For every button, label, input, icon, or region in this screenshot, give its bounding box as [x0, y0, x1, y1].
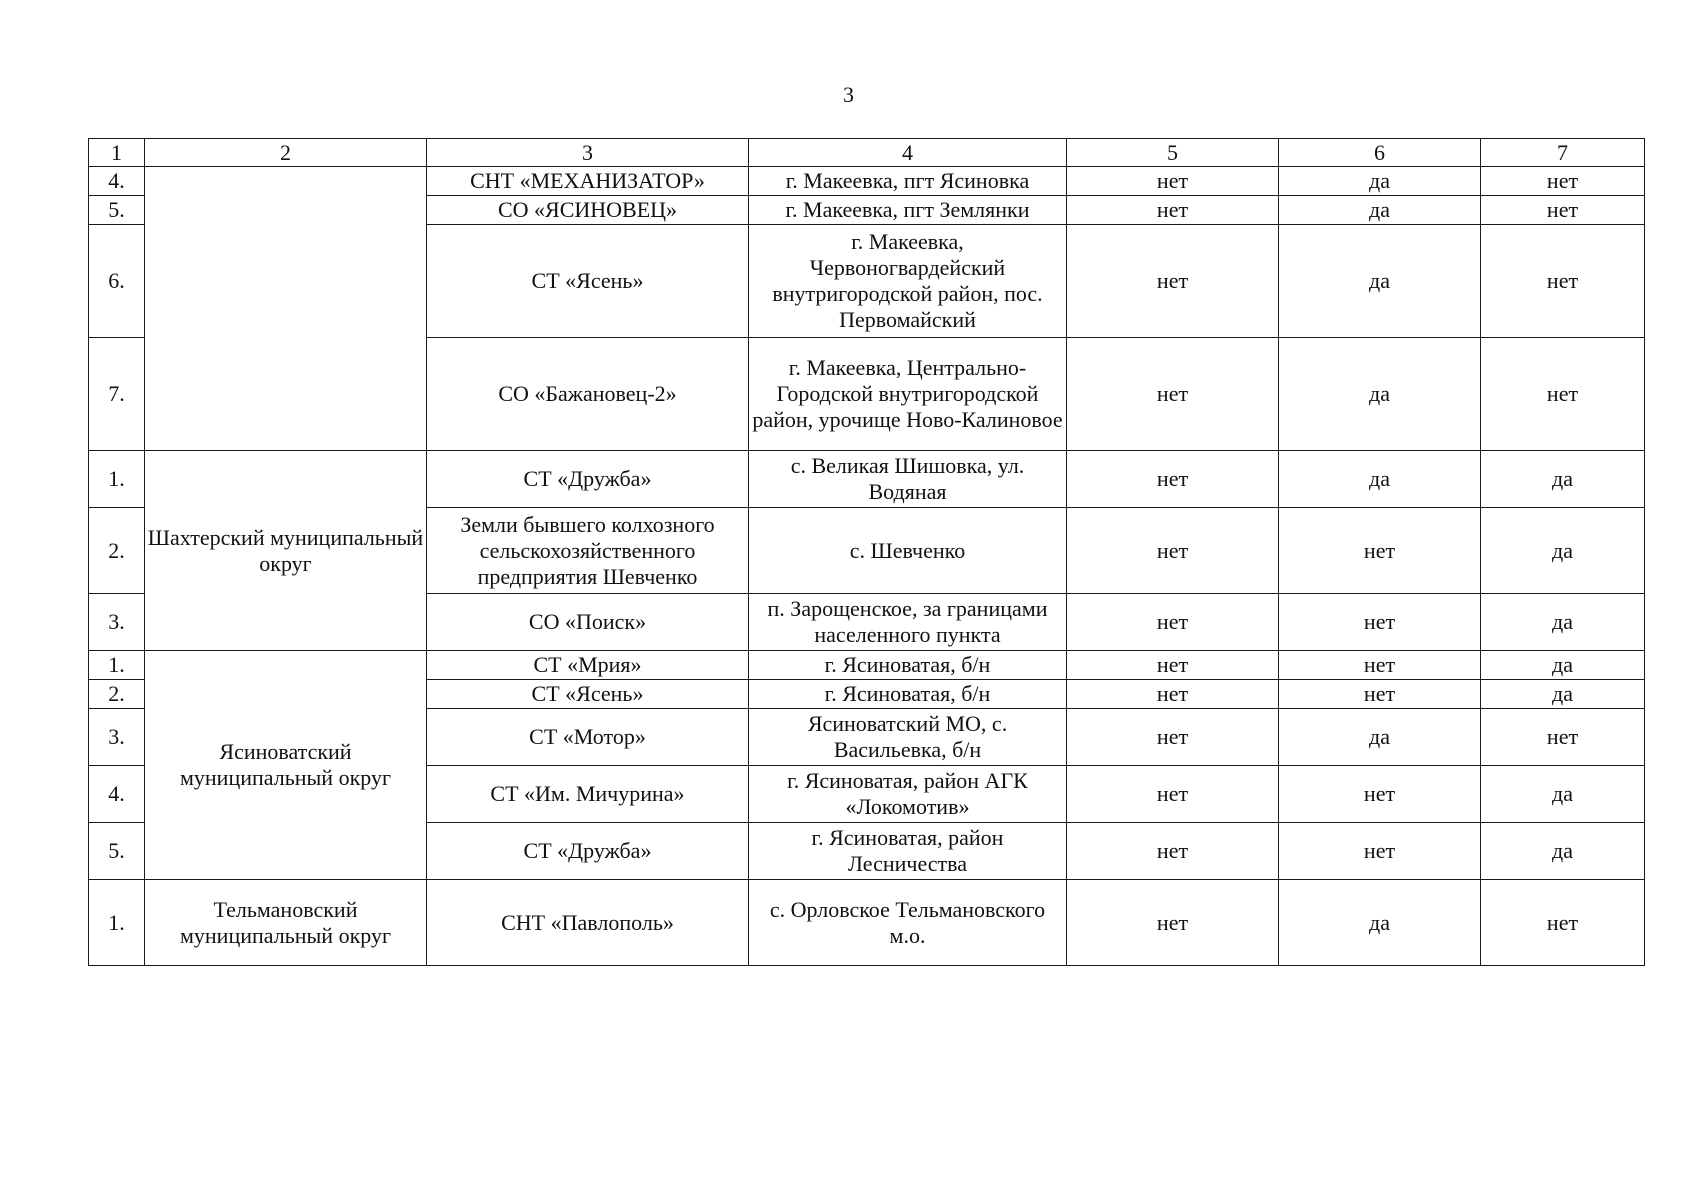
column-7-value: да: [1481, 651, 1645, 680]
column-5-value: нет: [1067, 508, 1279, 594]
organization-name: СТ «Дружба»: [427, 823, 749, 880]
address-cell: г. Макеевка, Червоногвардейский внутригородской район, пос. Первомайский: [749, 225, 1067, 338]
column-6-value: нет: [1279, 823, 1481, 880]
column-5-value: нет: [1067, 451, 1279, 508]
column-6-value: да: [1279, 880, 1481, 966]
column-6-value: да: [1279, 196, 1481, 225]
column-6-value: нет: [1279, 651, 1481, 680]
organization-name: Земли бывшего колхозного сельскохозяйственного предприятия Шевченко: [427, 508, 749, 594]
column-6-value: да: [1279, 167, 1481, 196]
column-5-value: нет: [1067, 338, 1279, 451]
column-7-value: да: [1481, 594, 1645, 651]
column-6-value: да: [1279, 709, 1481, 766]
column-header: 5: [1067, 139, 1279, 167]
address-cell: с. Шевченко: [749, 508, 1067, 594]
column-7-value: да: [1481, 508, 1645, 594]
row-number: 1.: [89, 880, 145, 966]
column-header: 1: [89, 139, 145, 167]
address-cell: г. Ясиноватая, район Лесничества: [749, 823, 1067, 880]
column-5-value: нет: [1067, 766, 1279, 823]
address-cell: г. Макеевка, пгт Землянки: [749, 196, 1067, 225]
column-5-value: нет: [1067, 880, 1279, 966]
organization-name: СНТ «МЕХАНИЗАТОР»: [427, 167, 749, 196]
column-header: 3: [427, 139, 749, 167]
district-cell: Шахтерский муниципальный округ: [145, 451, 427, 651]
column-6-value: да: [1279, 338, 1481, 451]
page-number: 3: [843, 82, 854, 107]
row-number: 1.: [89, 651, 145, 680]
column-7-value: да: [1481, 766, 1645, 823]
row-number: 5.: [89, 196, 145, 225]
column-6-value: нет: [1279, 508, 1481, 594]
settlements-table: [88, 138, 1645, 966]
district-cell: Ясиноватский муниципальный округ: [145, 651, 427, 880]
column-5-value: нет: [1067, 167, 1279, 196]
column-7-value: нет: [1481, 709, 1645, 766]
row-number: 6.: [89, 225, 145, 338]
organization-name: СТ «Дружба»: [427, 451, 749, 508]
column-7-value: да: [1481, 823, 1645, 880]
row-number: 5.: [89, 823, 145, 880]
organization-name: СТ «Им. Мичурина»: [427, 766, 749, 823]
row-number: 4.: [89, 167, 145, 196]
column-6-value: нет: [1279, 680, 1481, 709]
column-5-value: нет: [1067, 823, 1279, 880]
address-cell: г. Макеевка, Центрально-Городской внутригородской район, урочище Ново-Калиновое: [749, 338, 1067, 451]
address-cell: г. Ясиноватая, б/н: [749, 651, 1067, 680]
organization-name: СТ «Мрия»: [427, 651, 749, 680]
row-number: 7.: [89, 338, 145, 451]
address-cell: г. Ясиноватая, б/н: [749, 680, 1067, 709]
column-6-value: нет: [1279, 766, 1481, 823]
address-cell: п. Зарощенское, за границами населенного пункта: [749, 594, 1067, 651]
column-5-value: нет: [1067, 709, 1279, 766]
table-row: [89, 167, 1645, 196]
table-row: [89, 651, 1645, 680]
column-7-value: нет: [1481, 225, 1645, 338]
table-row: [89, 451, 1645, 508]
column-5-value: нет: [1067, 594, 1279, 651]
column-6-value: да: [1279, 225, 1481, 338]
column-7-value: нет: [1481, 196, 1645, 225]
column-header: 2: [145, 139, 427, 167]
organization-name: СНТ «Павлополь»: [427, 880, 749, 966]
column-7-value: нет: [1481, 167, 1645, 196]
address-cell: с. Великая Шишовка, ул. Водяная: [749, 451, 1067, 508]
column-6-value: да: [1279, 451, 1481, 508]
column-5-value: нет: [1067, 680, 1279, 709]
address-cell: с. Орловское Тельмановского м.о.: [749, 880, 1067, 966]
address-cell: Ясиноватский МО, с. Васильевка, б/н: [749, 709, 1067, 766]
row-number: 2.: [89, 508, 145, 594]
address-cell: г. Макеевка, пгт Ясиновка: [749, 167, 1067, 196]
row-number: 3.: [89, 709, 145, 766]
table-header-row: [89, 139, 1645, 167]
column-5-value: нет: [1067, 651, 1279, 680]
address-cell: г. Ясиноватая, район АГК «Локомотив»: [749, 766, 1067, 823]
column-7-value: да: [1481, 680, 1645, 709]
column-header: 7: [1481, 139, 1645, 167]
column-5-value: нет: [1067, 196, 1279, 225]
row-number: 1.: [89, 451, 145, 508]
column-7-value: да: [1481, 451, 1645, 508]
organization-name: СТ «Мотор»: [427, 709, 749, 766]
district-cell: Тельмановский муниципальный округ: [145, 880, 427, 966]
organization-name: СТ «Ясень»: [427, 225, 749, 338]
column-6-value: нет: [1279, 594, 1481, 651]
row-number: 3.: [89, 594, 145, 651]
column-header: 6: [1279, 139, 1481, 167]
district-cell: [145, 167, 427, 451]
organization-name: СО «Бажановец-2»: [427, 338, 749, 451]
organization-name: СТ «Ясень»: [427, 680, 749, 709]
row-number: 4.: [89, 766, 145, 823]
column-7-value: нет: [1481, 880, 1645, 966]
organization-name: СО «ЯСИНОВЕЦ»: [427, 196, 749, 225]
column-5-value: нет: [1067, 225, 1279, 338]
table-row: [89, 880, 1645, 966]
organization-name: СО «Поиск»: [427, 594, 749, 651]
column-header: 4: [749, 139, 1067, 167]
row-number: 2.: [89, 680, 145, 709]
column-7-value: нет: [1481, 338, 1645, 451]
